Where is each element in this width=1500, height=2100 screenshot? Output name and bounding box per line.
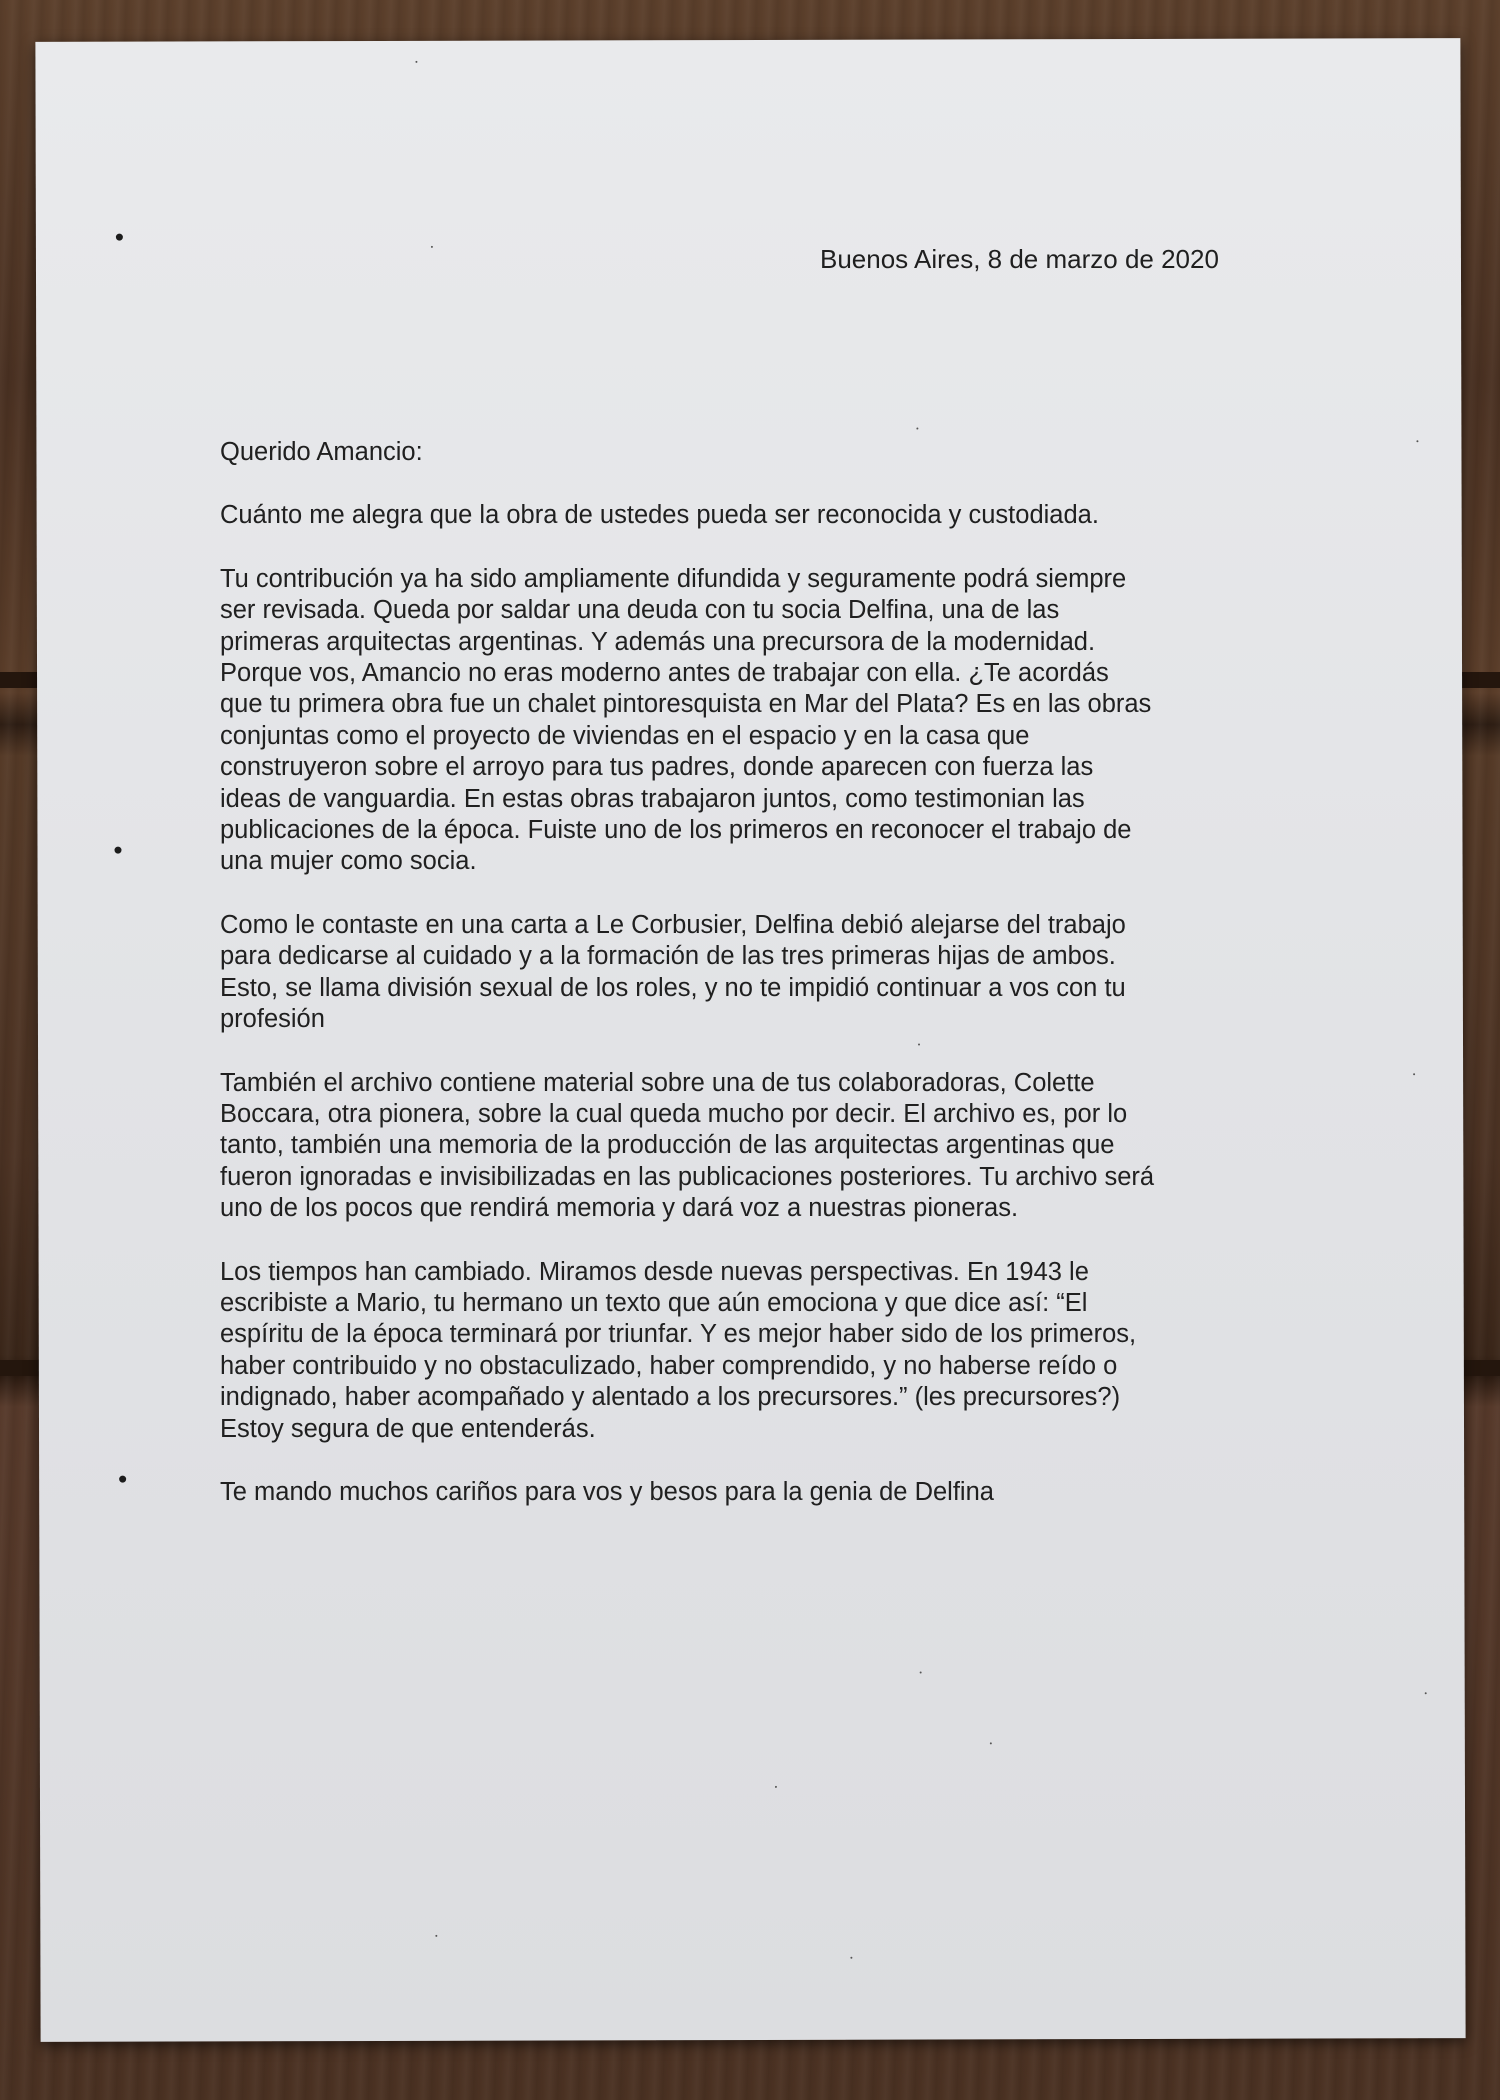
paper-speck xyxy=(990,1742,992,1744)
letter-paragraph xyxy=(220,564,1280,878)
letter-line: Esto, se llama división sexual de los roles, y no te impidió continuar a vos con tu xyxy=(220,973,1126,1002)
letter-line: Cuánto me alegra que la obra de ustedes pueda ser reconocida y custodiada. xyxy=(220,501,1099,530)
letter-line: publicaciones de la época. Fuiste uno de los primeros en reconocer el trabajo de xyxy=(220,816,1132,845)
punch-hole-mark xyxy=(114,847,121,854)
letter-line: fueron ignoradas e invisibilizadas en las publicaciones posteriores. Tu archivo será xyxy=(220,1162,1155,1191)
letter-line: que tu primera obra fue un chalet pintoresquista en Mar del Plata? Es en las obras xyxy=(220,690,1152,719)
letter-line: primeras arquitectas argentinas. Y además una precursora de la modernidad. xyxy=(220,627,1096,656)
letter-line: Te mando muchos cariños para vos y besos para la genia de Delfina xyxy=(220,1477,994,1506)
letter-paragraph xyxy=(220,500,1280,531)
letter-line: tanto, también una memoria de la producción de las arquitectas argentinas que xyxy=(220,1131,1115,1160)
letter-greeting: Querido Amancio: xyxy=(220,438,423,466)
letter-line: indignado, haber acompañado y alentado a los precursores.” (les precursores?) xyxy=(220,1383,1121,1412)
paper-speck xyxy=(1413,1073,1415,1075)
paper-speck xyxy=(916,428,918,430)
letter-line: una mujer como socia. xyxy=(220,847,477,876)
letter-line: Estoy segura de que entenderás. xyxy=(220,1414,596,1443)
letter-line: conjuntas como el proyecto de viviendas en el espacio y en la casa que xyxy=(220,721,1030,750)
letter-line: Los tiempos han cambiado. Miramos desde nuevas perspectivas. En 1943 le xyxy=(220,1257,1089,1286)
paper-speck xyxy=(1416,440,1418,442)
letter-line: Como le contaste en una carta a Le Corbusier, Delfina debió alejarse del trabajo xyxy=(220,910,1126,939)
letter-line: También el archivo contiene material sobre una de tus colaboradoras, Colette xyxy=(220,1068,1095,1097)
letter-line: para dedicarse al cuidado y a la formación de las tres primeras hijas de ambos. xyxy=(220,942,1116,971)
paper-speck xyxy=(850,1957,852,1959)
letter-line: profesión xyxy=(220,1005,325,1034)
punch-hole-mark xyxy=(116,234,123,241)
paper-speck xyxy=(1425,1692,1427,1694)
letter-line: Porque vos, Amancio no eras moderno antes de trabajar con ella. ¿Te acordás xyxy=(220,659,1109,688)
punch-hole-mark xyxy=(119,1476,126,1483)
paper-speck xyxy=(431,246,433,248)
letter-line: escribiste a Mario, tu hermano un texto que aún emociona y que dice así: “El xyxy=(220,1288,1088,1317)
letter-line: uno de los pocos que rendirá memoria y dará voz a nuestras pioneras. xyxy=(220,1194,1019,1223)
letter-line: espíritu de la época terminará por triunfar. Y es mejor haber sido de los primeros, xyxy=(220,1320,1137,1349)
letter-paragraph xyxy=(220,1068,1280,1225)
letter-line: ideas de vanguardia. En estas obras trabajaron juntos, como testimonian las xyxy=(220,784,1085,813)
letter-line: Boccara, otra pionera, sobre la cual queda mucho por decir. El archivo es, por lo xyxy=(220,1099,1128,1128)
letter-date: Buenos Aires, 8 de marzo de 2020 xyxy=(820,244,1219,274)
letter-paragraph xyxy=(220,1257,1280,1445)
letter-closing xyxy=(220,1477,1280,1508)
paper-speck xyxy=(920,1672,922,1674)
letter-line: ser revisada. Queda por saldar una deuda con tu socia Delfina, una de las xyxy=(220,596,1060,625)
paper-speck xyxy=(435,1935,437,1937)
letter-paragraph xyxy=(220,910,1280,1036)
letter-line: Tu contribución ya ha sido ampliamente difundida y seguramente podrá siempre xyxy=(220,564,1127,593)
paper-speck xyxy=(415,61,417,63)
letter-body xyxy=(220,437,1280,1540)
paper-speck xyxy=(775,1786,777,1788)
letter-line: construyeron sobre el arroyo para tus padres, donde aparecen con fuerza las xyxy=(220,753,1094,782)
letter-line: haber contribuido y no obstaculizado, haber comprendido, y no haberse reído o xyxy=(220,1351,1118,1380)
